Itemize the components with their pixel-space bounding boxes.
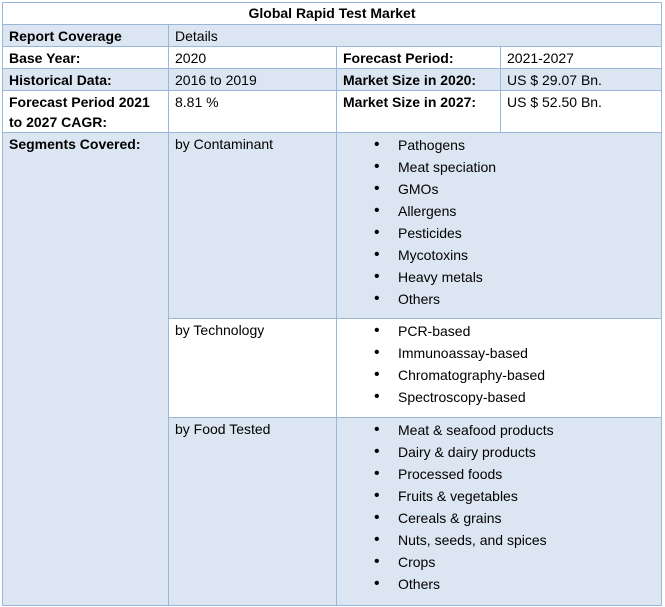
list-item: • Immunoassay-based bbox=[343, 342, 655, 364]
segment-list bbox=[343, 134, 655, 310]
details-label: Details bbox=[169, 25, 662, 47]
row-label: Forecast Period: bbox=[337, 47, 501, 69]
row-value: 8.81 % bbox=[169, 91, 337, 133]
list-item: • PCR-based bbox=[343, 320, 655, 342]
list-item: • Pathogens bbox=[343, 134, 655, 156]
list-item: • Meat & seafood products bbox=[343, 419, 655, 441]
segment-items bbox=[337, 133, 662, 319]
table-row bbox=[3, 69, 662, 91]
row-label: Market Size in 2027: bbox=[337, 91, 501, 133]
list-item: • Dairy & dairy products bbox=[343, 441, 655, 463]
row-value: US $ 52.50 Bn. bbox=[501, 91, 662, 133]
row-value: US $ 29.07 Bn. bbox=[501, 69, 662, 91]
list-item: • Fruits & vegetables bbox=[343, 485, 655, 507]
list-item: • Nuts, seeds, and spices bbox=[343, 529, 655, 551]
segment-name: by Food Tested bbox=[169, 418, 337, 606]
segment-items bbox=[337, 319, 662, 418]
row-value: 2021-2027 bbox=[501, 47, 662, 69]
row-label: Market Size in 2020: bbox=[337, 69, 501, 91]
segment-items bbox=[337, 418, 662, 606]
list-item: • Spectroscopy-based bbox=[343, 386, 655, 408]
segment-row-contaminant bbox=[3, 133, 662, 319]
row-label: Historical Data: bbox=[3, 69, 169, 91]
table-row bbox=[3, 91, 662, 133]
list-item: • Chromatography-based bbox=[343, 364, 655, 386]
list-item: • Pesticides bbox=[343, 222, 655, 244]
list-item: • Crops bbox=[343, 551, 655, 573]
row-label: Forecast Period 2021 to 2027 CAGR: bbox=[3, 91, 169, 133]
list-item: • Meat speciation bbox=[343, 156, 655, 178]
list-item: • Mycotoxins bbox=[343, 244, 655, 266]
list-item: • Cereals & grains bbox=[343, 507, 655, 529]
list-item: • Allergens bbox=[343, 200, 655, 222]
row-value: 2016 to 2019 bbox=[169, 69, 337, 91]
segment-name: by Contaminant bbox=[169, 133, 337, 319]
report-coverage-label: Report Coverage bbox=[3, 25, 169, 47]
list-item: • Others bbox=[343, 288, 655, 310]
table-title: Global Rapid Test Market bbox=[3, 3, 662, 25]
segment-list bbox=[343, 419, 655, 595]
list-item: • Heavy metals bbox=[343, 266, 655, 288]
list-item: • GMOs bbox=[343, 178, 655, 200]
segments-covered-label: Segments Covered: bbox=[3, 133, 169, 606]
segment-name: by Technology bbox=[169, 319, 337, 418]
row-label: Base Year: bbox=[3, 47, 169, 69]
list-item: • Processed foods bbox=[343, 463, 655, 485]
table-row bbox=[3, 47, 662, 69]
table-row bbox=[3, 25, 662, 47]
list-item: • Others bbox=[343, 573, 655, 595]
segment-list bbox=[343, 320, 655, 408]
row-value: 2020 bbox=[169, 47, 337, 69]
market-report-table bbox=[2, 2, 662, 606]
